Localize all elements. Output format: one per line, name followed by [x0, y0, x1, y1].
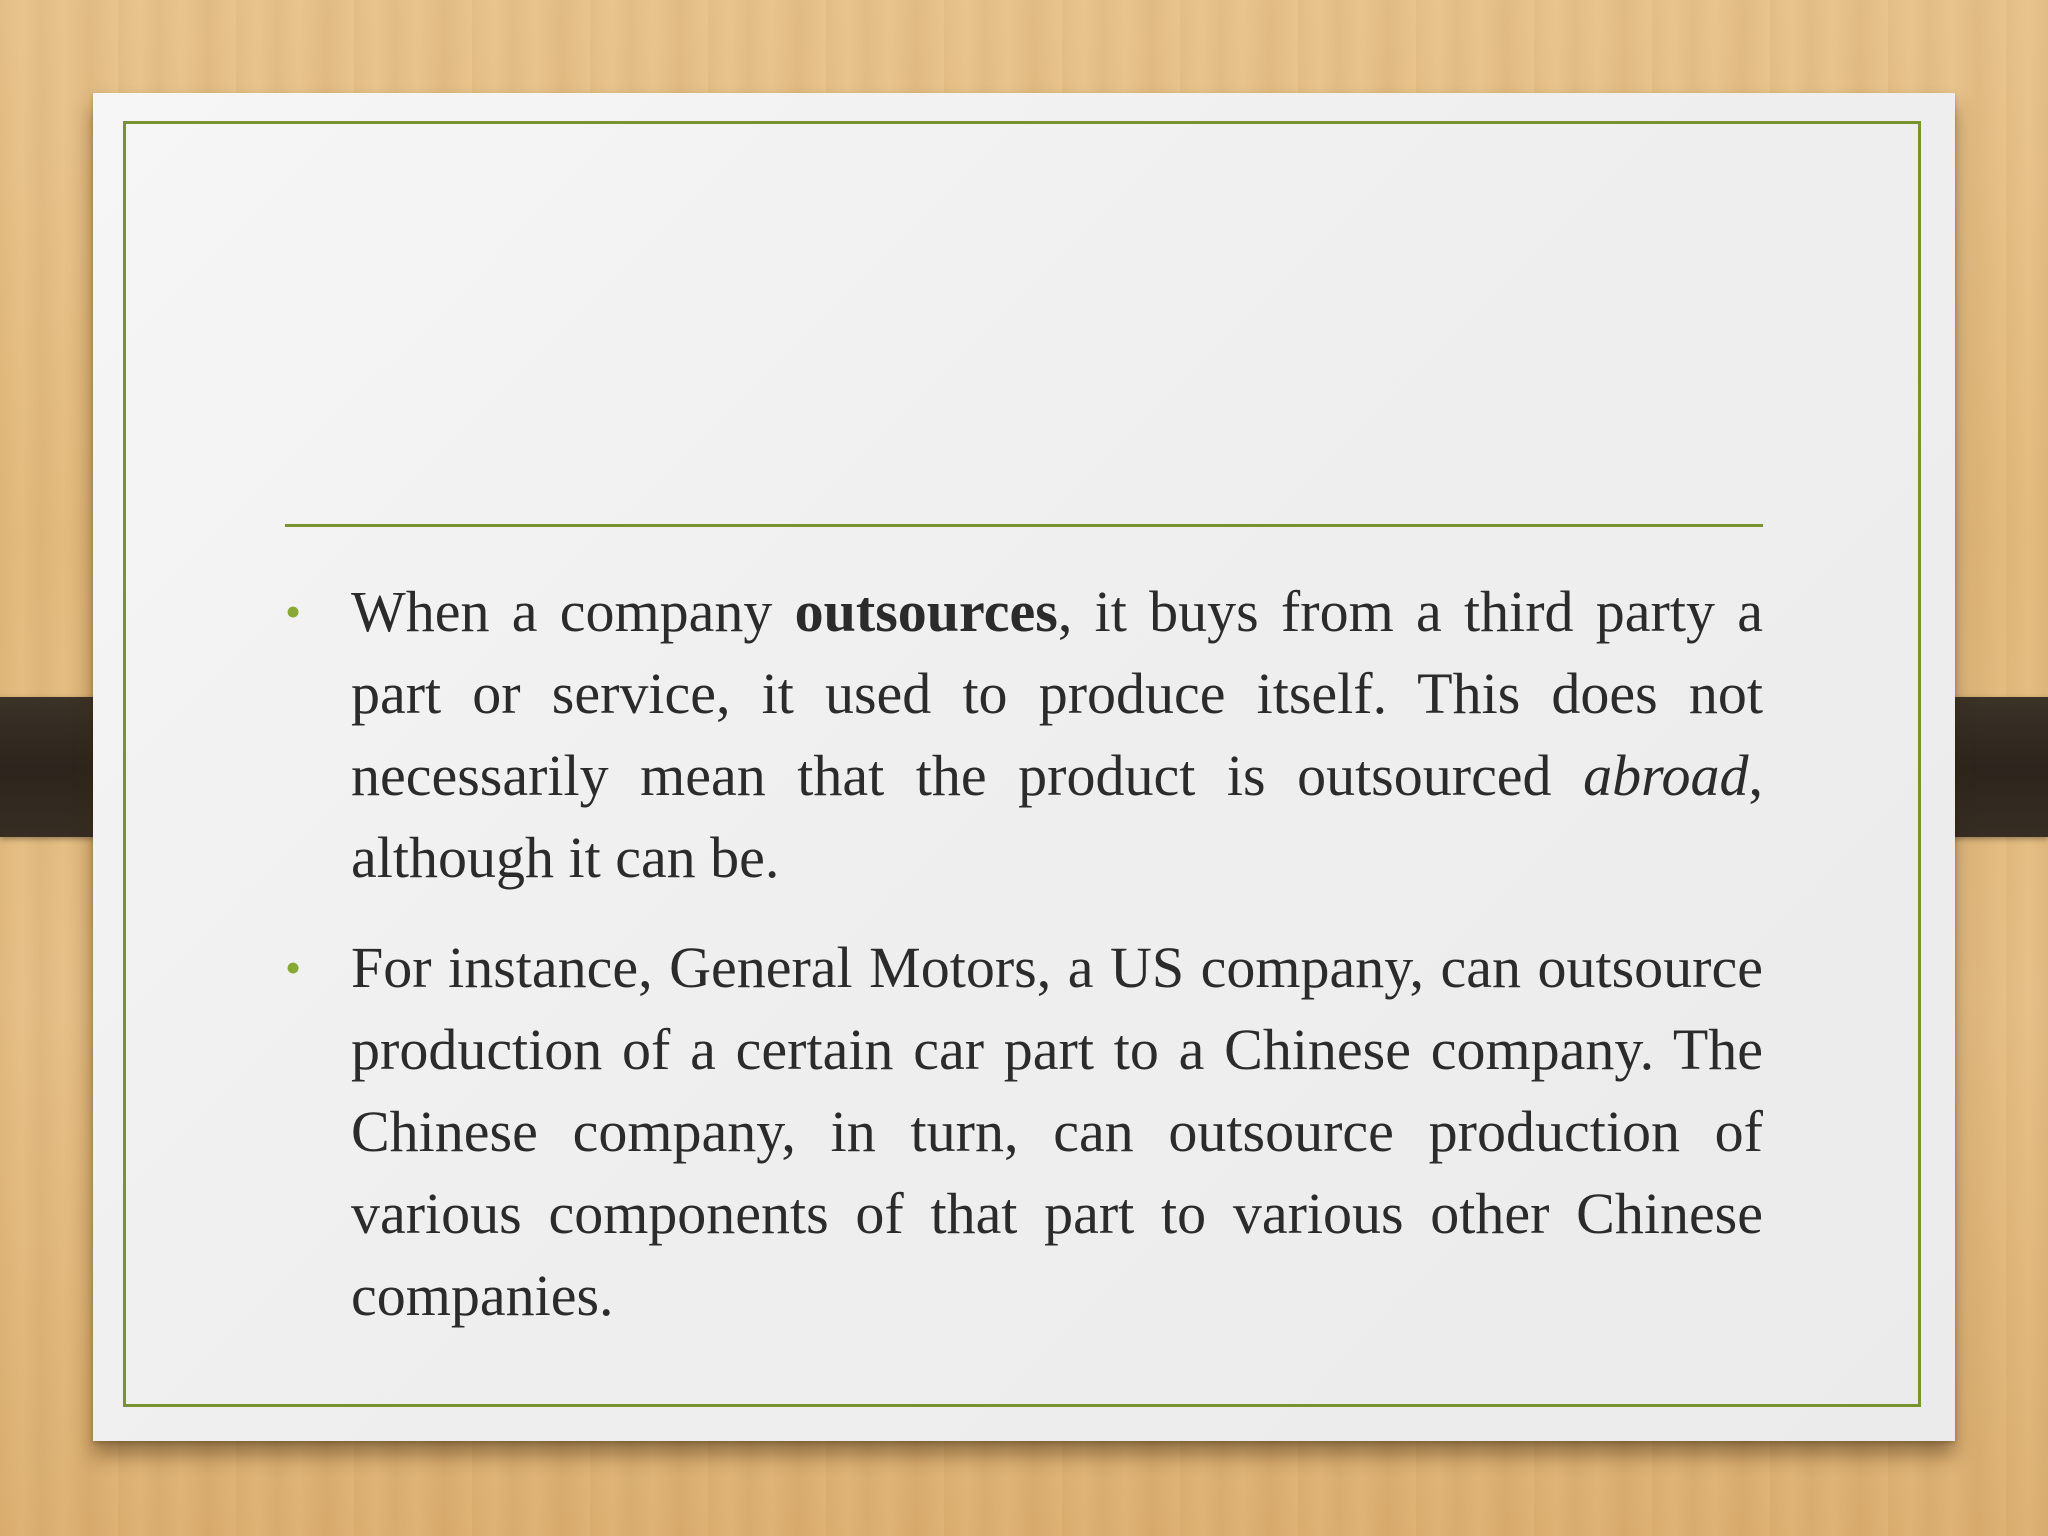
italic-term: abroad: [1583, 743, 1749, 808]
bullet-text-2: For instance, General Motors, a US company, can outsource production of a certain car part to a Chinese company. The Chinese company, in turn, can outsource production of various components of that part to various other Chinese companies.: [351, 935, 1763, 1328]
bullet-item-example: [285, 927, 1763, 1337]
bullet-text-1c: , although it can be.: [351, 743, 1763, 890]
bullet-item-outsourcing: [285, 571, 1763, 899]
bold-term: outsources: [794, 579, 1058, 644]
bullet-text-1b: , it buys from a third party a part or service, it used to produce itself. This does not necessarily mean that the product is outsourced: [351, 579, 1763, 808]
title-divider: [285, 524, 1763, 527]
bullet-icon: •: [285, 942, 302, 993]
slide-paper: [93, 93, 1955, 1441]
bullet-icon: •: [285, 586, 302, 637]
slide-body: [285, 571, 1763, 1365]
bullet-text-1a: When a company: [351, 579, 795, 644]
